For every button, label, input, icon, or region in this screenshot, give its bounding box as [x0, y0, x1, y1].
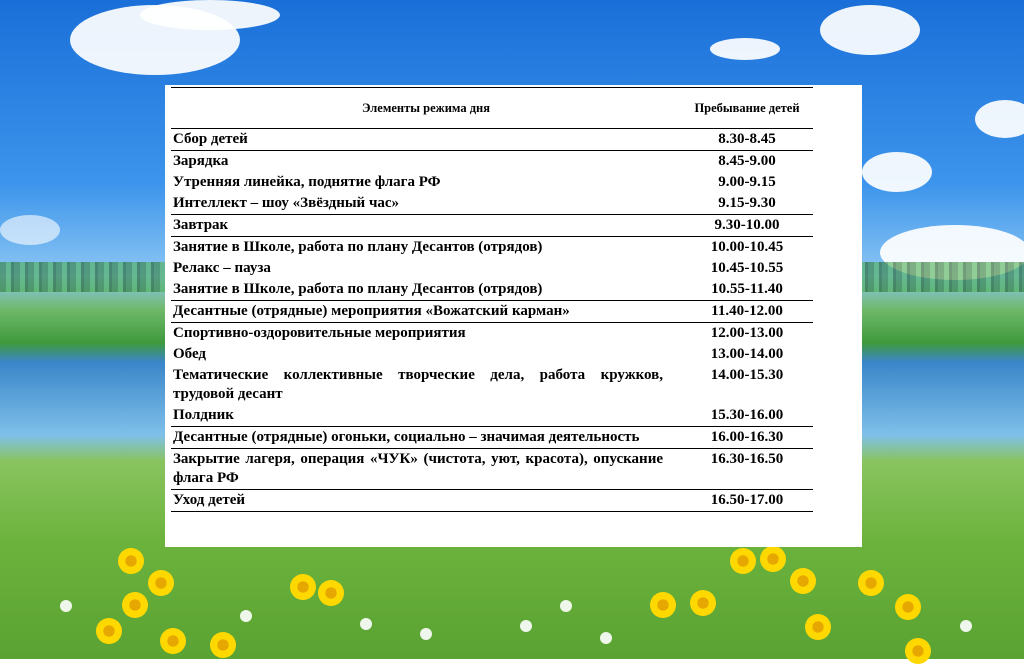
time-cell: 8.30-8.45	[718, 131, 776, 147]
table-row	[171, 193, 813, 215]
time-cell: 16.00-16.30	[710, 429, 784, 445]
table-row	[171, 301, 813, 323]
white-flower	[520, 620, 532, 632]
time-cell: 10.45-10.55	[710, 260, 784, 276]
time-cell: 11.40-12.00	[711, 303, 783, 319]
white-flower	[60, 600, 72, 612]
activity-cell: Сбор детей	[173, 131, 248, 147]
flower	[760, 546, 786, 572]
time-cell: 12.00-13.00	[710, 325, 784, 341]
activity-cell: Полдник	[173, 407, 234, 423]
activity-cell: Зарядка	[173, 153, 229, 169]
flower	[790, 568, 816, 594]
flower	[210, 632, 236, 658]
table-row	[171, 258, 813, 279]
header-time: Пребывание детей	[694, 101, 800, 115]
flower	[318, 580, 344, 606]
table-row	[171, 215, 813, 237]
activity-cell: Занятие в Школе, работа по плану Десантов (отрядов)	[173, 281, 543, 297]
table-row	[171, 405, 813, 427]
flower	[96, 618, 122, 644]
cloud	[862, 152, 932, 192]
table-row	[171, 237, 813, 259]
time-cell: 16.50-17.00	[710, 492, 784, 508]
white-flower	[960, 620, 972, 632]
white-flower	[560, 600, 572, 612]
white-flower	[420, 628, 432, 640]
flower	[148, 570, 174, 596]
daily-schedule-table	[171, 87, 813, 512]
schedule-panel	[165, 85, 862, 547]
activity-cell: Занятие в Школе, работа по плану Десантов (отрядов)	[173, 239, 543, 255]
flower	[118, 548, 144, 574]
time-cell: 10.55-11.40	[711, 281, 783, 297]
table-row	[171, 427, 813, 449]
time-cell: 9.00-9.15	[718, 174, 776, 190]
time-cell: 14.00-15.30	[710, 367, 784, 383]
table-row	[171, 151, 813, 173]
flower	[122, 592, 148, 618]
white-flower	[600, 632, 612, 644]
flower-field	[0, 540, 1024, 659]
time-cell: 9.15-9.30	[718, 195, 776, 211]
activity-cell: Интеллект – шоу «Звёздный час»	[173, 195, 400, 211]
white-flower	[360, 618, 372, 630]
table-header-row	[171, 88, 813, 129]
flower	[730, 548, 756, 574]
flower	[905, 638, 931, 664]
activity-cell: Утренняя линейка, поднятие флага РФ	[173, 174, 441, 190]
time-cell: 10.00-10.45	[710, 239, 784, 255]
flower	[650, 592, 676, 618]
cloud	[140, 0, 280, 30]
white-flower	[240, 610, 252, 622]
header-activity: Элементы режима дня	[361, 100, 491, 115]
table-row	[171, 279, 813, 301]
time-cell: 16.30-16.50	[710, 451, 784, 467]
activity-cell: Десантные (отрядные) огоньки, социально – значимая деятельность	[173, 429, 640, 445]
table-row	[171, 490, 813, 512]
time-cell: 13.00-14.00	[710, 346, 784, 362]
table-row	[171, 449, 813, 490]
time-cell: 15.30-16.00	[710, 407, 784, 423]
time-cell: 8.45-9.00	[718, 153, 776, 169]
flower	[895, 594, 921, 620]
flower	[805, 614, 831, 640]
cloud	[710, 38, 780, 60]
activity-cell: Релакс – пауза	[173, 260, 271, 276]
activity-cell: Тематические коллективные творческие дела, работа кружков, трудовой десант	[173, 367, 663, 402]
flower	[290, 574, 316, 600]
cloud	[820, 5, 920, 55]
activity-cell: Спортивно-оздоровительные мероприятия	[173, 325, 466, 341]
flower	[690, 590, 716, 616]
flower	[858, 570, 884, 596]
activity-cell: Закрытие лагеря, операция «ЧУК» (чистота, уют, красота), опускание флага РФ	[173, 451, 663, 486]
activity-cell: Десантные (отрядные) мероприятия «Вожатский карман»	[173, 303, 570, 319]
time-cell: 9.30-10.00	[714, 217, 780, 233]
table-row	[171, 365, 813, 405]
flower	[160, 628, 186, 654]
table-row	[171, 323, 813, 345]
activity-cell: Уход детей	[173, 492, 246, 508]
activity-cell: Обед	[173, 346, 207, 362]
table-row	[171, 344, 813, 365]
table-row	[171, 129, 813, 151]
cloud	[0, 215, 60, 245]
activity-cell: Завтрак	[173, 217, 229, 233]
table-row	[171, 172, 813, 193]
